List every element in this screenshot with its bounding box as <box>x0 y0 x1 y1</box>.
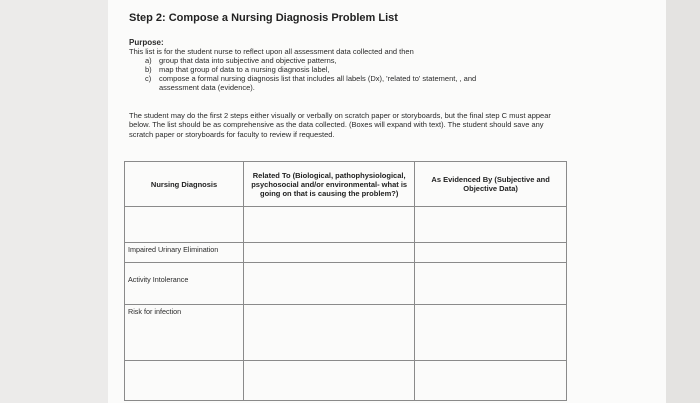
related-to-cell[interactable] <box>244 361 415 401</box>
evidenced-by-cell[interactable] <box>415 305 567 361</box>
related-to-cell[interactable] <box>244 263 415 305</box>
evidenced-by-cell[interactable] <box>415 207 567 243</box>
purpose-item <box>145 56 476 65</box>
right-margin-background <box>666 0 700 403</box>
document-page <box>108 0 666 403</box>
table-row <box>125 243 567 263</box>
table-row <box>125 305 567 361</box>
diagnosis-cell[interactable]: Impaired Urinary Elimination <box>125 243 244 263</box>
item-marker: a) <box>145 56 152 65</box>
item-text: map that group of data to a nursing diagnosis label, <box>159 65 330 74</box>
purpose-item <box>145 74 476 83</box>
table-row <box>125 207 567 243</box>
item-text: assessment data (evidence). <box>159 83 255 92</box>
diagnosis-cell[interactable]: Risk for infection <box>125 305 244 361</box>
instructions-paragraph: The student may do the first 2 steps either visually or verbally on scratch paper or storyboards, but the final step C must appear below. The list should be as comprehensive as the data collected. (Boxes will expand with text). The student should save any scratch paper or storyboards for faculty to review if requested. <box>129 111 551 139</box>
item-text: compose a formal nursing diagnosis list that includes all labels (Dx), 'related to' statement, , and <box>159 74 477 83</box>
purpose-item <box>145 65 476 74</box>
purpose-list <box>145 56 476 92</box>
related-to-cell[interactable] <box>244 243 415 263</box>
left-margin-background <box>0 0 108 403</box>
item-marker: c) <box>145 74 152 83</box>
related-to-cell[interactable] <box>244 305 415 361</box>
purpose-label: Purpose: <box>129 38 164 47</box>
evidenced-by-cell[interactable] <box>415 361 567 401</box>
header-related-to: Related To (Biological, pathophysiological, psychosocial and/or environmental- what is going on that is causing the problem?) <box>244 162 415 207</box>
evidenced-by-cell[interactable] <box>415 243 567 263</box>
header-nursing-diagnosis: Nursing Diagnosis <box>125 162 244 207</box>
item-marker: b) <box>145 65 152 74</box>
purpose-item <box>145 83 476 92</box>
page-title: Step 2: Compose a Nursing Diagnosis Problem List <box>129 12 398 24</box>
related-to-cell[interactable] <box>244 207 415 243</box>
diagnosis-cell[interactable]: Activity Intolerance <box>125 263 244 305</box>
nursing-diagnosis-table <box>124 161 567 401</box>
table-row <box>125 361 567 401</box>
evidenced-by-cell[interactable] <box>415 263 567 305</box>
item-text: group that data into subjective and objective patterns, <box>159 56 337 65</box>
header-evidenced-by: As Evidenced By (Subjective and Objective Data) <box>415 162 567 207</box>
diagnosis-cell[interactable] <box>125 207 244 243</box>
purpose-intro: This list is for the student nurse to reflect upon all assessment data collected and then <box>129 47 414 56</box>
table-row <box>125 263 567 305</box>
diagnosis-cell[interactable] <box>125 361 244 401</box>
